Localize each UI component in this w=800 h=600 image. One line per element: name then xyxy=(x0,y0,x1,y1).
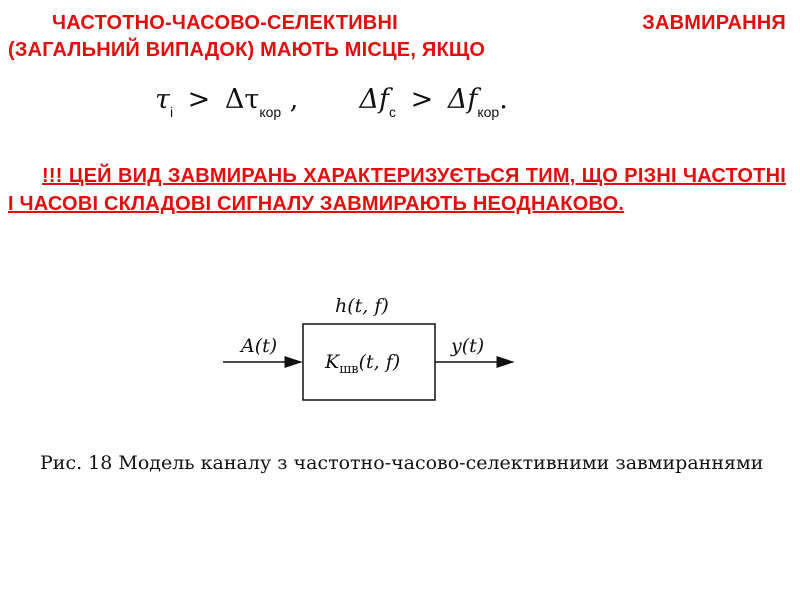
formula-period: . xyxy=(499,84,508,115)
c-subscript: c xyxy=(389,104,397,120)
heading-line-1 xyxy=(8,10,786,37)
tau-symbol: τ xyxy=(155,84,170,115)
figure-caption: Рис. 18 Модель каналу з частотно-часово-селективними завмираннями xyxy=(40,452,764,474)
channel-model-diagram xyxy=(215,288,525,418)
transfer-function-subscript: шв xyxy=(339,362,359,377)
delta-f-symbol: Δf xyxy=(359,84,390,115)
slide-heading xyxy=(8,10,786,64)
greater-than-sign-2: > xyxy=(410,84,434,115)
impulse-response-label: h(t, f) xyxy=(335,295,389,317)
heading-word-1: ЧАСТОТНО-ЧАСОВО-СЕЛЕКТИВНІ xyxy=(52,12,398,34)
delta-tau-symbol: Δτ xyxy=(224,84,260,115)
delta-f-symbol-2: Δf xyxy=(447,84,478,115)
transfer-function-args: (t, f) xyxy=(358,351,401,373)
kor-subscript: кор xyxy=(259,104,282,120)
kor-subscript-2: кор xyxy=(477,104,500,120)
transfer-function-symbol: K xyxy=(325,351,340,373)
input-signal-label: A(t) xyxy=(241,335,278,357)
output-signal-label: y(t) xyxy=(451,335,485,357)
formula-comma: , xyxy=(289,84,299,115)
heading-line-2: (ЗАГАЛЬНИЙ ВИПАДОК) МАЮТЬ МІСЦЕ, ЯКЩО xyxy=(8,39,486,61)
heading-word-2: ЗАВМИРАННЯ xyxy=(642,12,786,34)
condition-formula xyxy=(155,80,575,130)
greater-than-sign: > xyxy=(187,84,211,115)
red-statement: !!! ЦЕЙ ВИД ЗАВМИРАНЬ ХАРАКТЕРИЗУЄТЬСЯ ТИМ, ЩО РІЗНІ ЧАСТОТНІ І ЧАСОВІ СКЛАДОВІ СИГНАЛУ ЗАВМИРАЮТЬ НЕОДНАКОВО. xyxy=(8,165,786,215)
tau-subscript: i xyxy=(169,104,174,120)
